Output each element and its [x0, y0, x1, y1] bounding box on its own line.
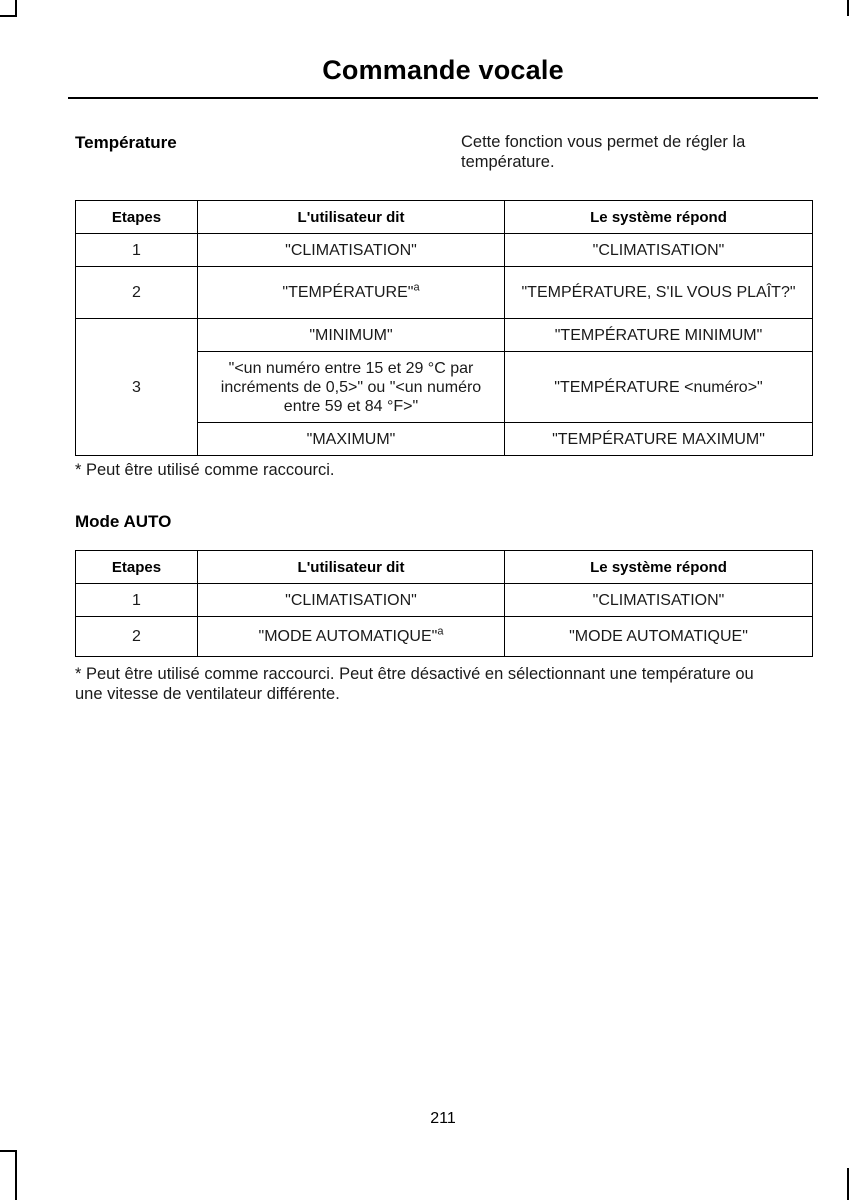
page-number: 211	[430, 1110, 456, 1127]
user-says-cell: "MAXIMUM"	[198, 423, 505, 456]
temperature-command-table	[75, 200, 813, 456]
step-cell: 1	[76, 584, 198, 617]
step-cell: 3	[76, 319, 198, 456]
col-header-steps: Etapes	[76, 201, 198, 234]
section-heading-temperature: Température	[75, 133, 177, 152]
crop-mark-bottom-right	[847, 1168, 849, 1200]
step-cell: 2	[76, 267, 198, 319]
title-divider	[68, 97, 818, 99]
temperature-intro: Cette fonction vous permet de régler la température.	[461, 133, 746, 171]
system-responds-cell: "TEMPÉRATURE MAXIMUM"	[505, 423, 813, 456]
temperature-footnote: * Peut être utilisé comme raccourci.	[75, 461, 335, 479]
page-title: Commande vocale	[322, 55, 564, 85]
table-header-row	[76, 201, 813, 234]
mode-auto-command-table	[75, 550, 813, 657]
user-says-text: "MODE AUTOMATIQUE"	[258, 628, 438, 645]
col-header-steps: Etapes	[76, 551, 198, 584]
system-responds-cell: "TEMPÉRATURE <numéro>"	[505, 352, 813, 423]
system-responds-cell: "TEMPÉRATURE, S'IL VOUS PLAÎT?"	[505, 267, 813, 319]
col-header-user-says: L'utilisateur dit	[198, 551, 505, 584]
col-header-user-says: L'utilisateur dit	[198, 201, 505, 234]
col-header-system-responds: Le système répond	[505, 201, 813, 234]
user-says-cell	[198, 267, 505, 319]
crop-mark-top-left-h	[0, 15, 17, 17]
step-cell: 2	[76, 617, 198, 657]
mode-auto-footnote: * Peut être utilisé comme raccourci. Peut être désactivé en sélectionnant une température ou une vitesse de ventilateur différente.	[75, 665, 754, 703]
crop-mark-top-right	[847, 0, 849, 16]
user-says-cell: "CLIMATISATION"	[198, 584, 505, 617]
step-cell: 1	[76, 234, 198, 267]
footnote-marker: a	[437, 625, 444, 638]
crop-mark-top-left	[15, 0, 17, 16]
table-header-row	[76, 551, 813, 584]
system-responds-cell: "TEMPÉRATURE MINIMUM"	[505, 319, 813, 352]
table-row	[76, 584, 813, 617]
footnote-marker: a	[413, 281, 420, 294]
table-row	[76, 319, 813, 352]
user-says-cell: "MINIMUM"	[198, 319, 505, 352]
user-says-cell: "CLIMATISATION"	[198, 234, 505, 267]
system-responds-cell: "MODE AUTOMATIQUE"	[505, 617, 813, 657]
col-header-system-responds: Le système répond	[505, 551, 813, 584]
table-row	[76, 267, 813, 319]
system-responds-cell: "CLIMATISATION"	[505, 234, 813, 267]
system-responds-cell: "CLIMATISATION"	[505, 584, 813, 617]
user-says-text: "TEMPÉRATURE"	[282, 284, 414, 301]
user-says-cell	[198, 617, 505, 657]
table-row	[76, 234, 813, 267]
crop-mark-bottom-left	[15, 1150, 17, 1200]
user-says-cell: "<un numéro entre 15 et 29 °C par incréments de 0,5>" ou "<un numéro entre 59 et 84 °F>"	[198, 352, 505, 423]
section-heading-mode-auto: Mode AUTO	[75, 512, 172, 531]
crop-mark-bottom-left-h	[0, 1150, 17, 1152]
table-row	[76, 617, 813, 657]
